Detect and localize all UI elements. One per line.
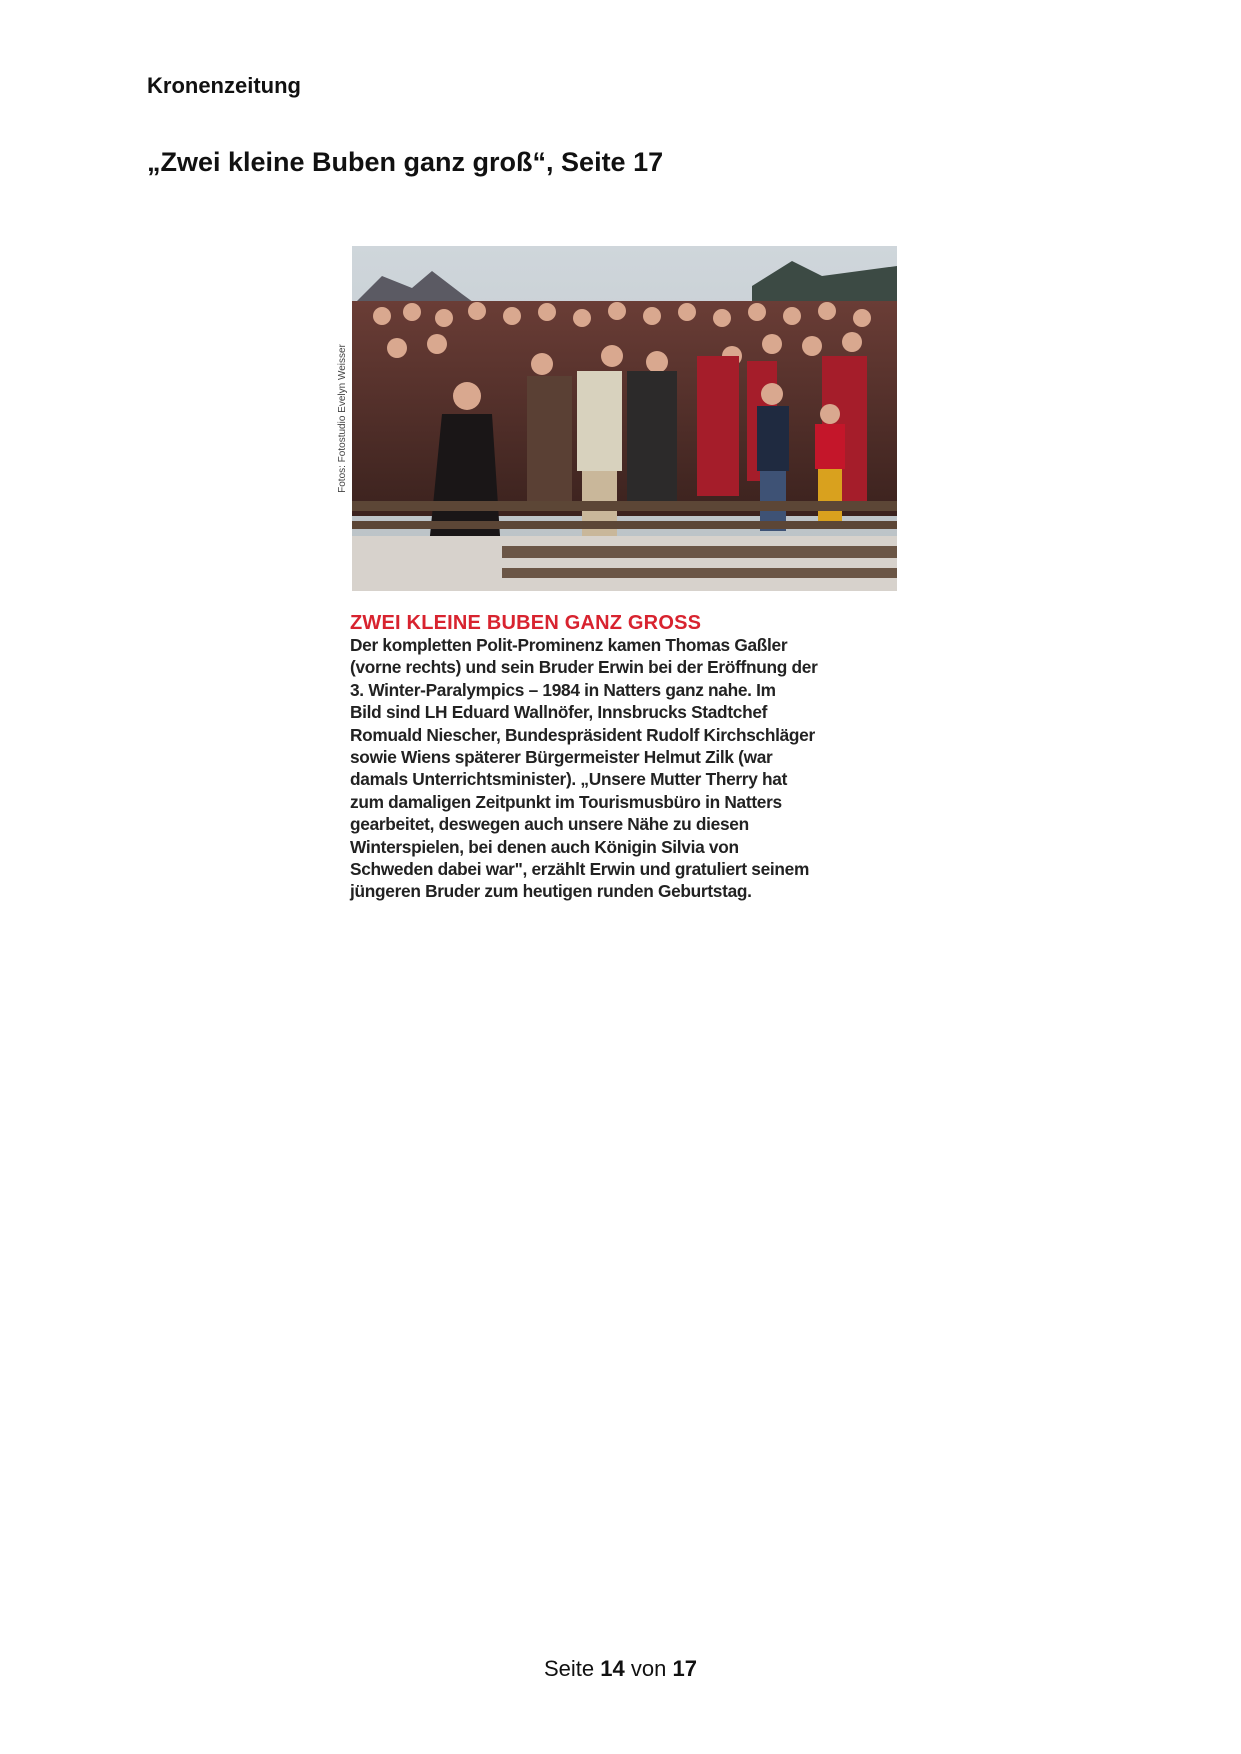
current-page-number: 14 — [600, 1656, 625, 1681]
total-pages: 17 — [672, 1656, 697, 1681]
footer-separator: von — [630, 1656, 667, 1681]
photo-caption — [332, 612, 898, 903]
caption-title: ZWEI KLEINE BUBEN GANZ GROSS — [350, 612, 702, 634]
newspaper-clipping — [332, 243, 900, 903]
footer-prefix: Seite — [544, 1656, 595, 1681]
photo-credit — [332, 243, 352, 593]
page-footer — [0, 1656, 1241, 1682]
caption-body: Der kompletten Polit-Prominenz kamen Thomas Gaßler (vorne rechts) und sein Bruder Erwin bei der Eröffnung der 3. Winter-Paralympics – 1984 in Natters ganz nahe. Im Bild sind LH Eduard Wallnöfer, Innsbrucks Stadtchef Romuald Niescher, Bundespräsident Rudolf Kirchschläger sowie Wiens späterer Bürgermeister Helmut Zilk (war damals Unterrichtsminister). „Unsere Mutter Therry hat zum damaligen Zeitpunkt im Tourismusbüro in Natters gearbeitet, deswegen auch unsere Nähe zu diesen Winterspielen, bei denen auch Königin Silvia von Schweden dabei war", erzählt Erwin und gratuliert seinem jüngeren Bruder zum heutigen runden Geburtstag. — [350, 635, 818, 902]
article-headline: „Zwei kleine Buben ganz groß“, Seite 17 — [147, 147, 664, 177]
photo-credit-text: Fotos: Fotostudio Evelyn Weisser — [336, 343, 348, 493]
photo-area — [332, 243, 900, 593]
source-label: Kronenzeitung — [147, 73, 301, 98]
crowd-photo — [352, 246, 897, 591]
